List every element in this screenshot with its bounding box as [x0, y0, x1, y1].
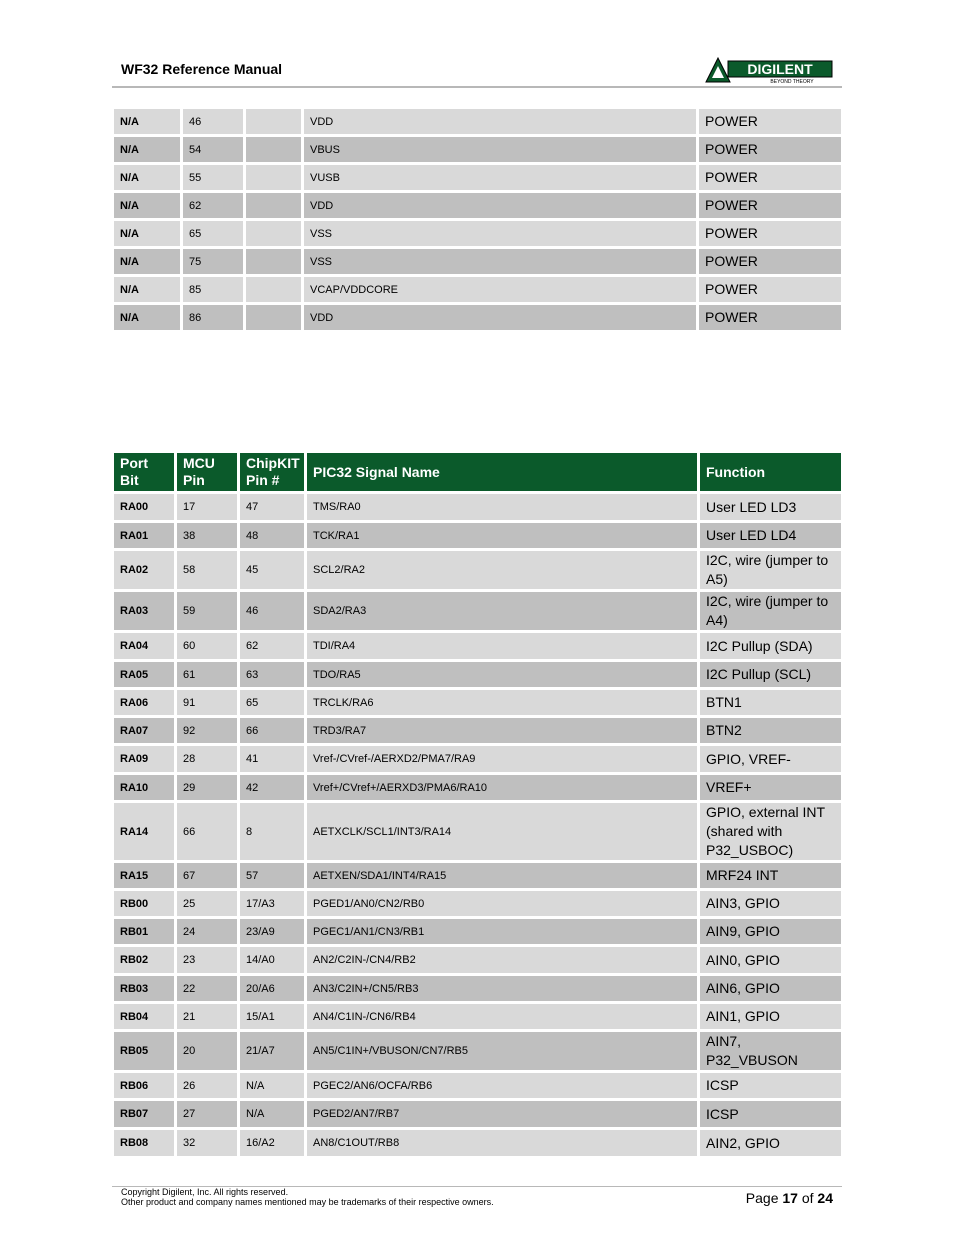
table-row — [114, 947, 841, 976]
mcu-pin-cell: 61 — [177, 662, 240, 690]
table-row — [114, 592, 841, 633]
port-bit-cell: RA02 — [114, 551, 177, 592]
function-cell: POWER — [699, 137, 841, 165]
page-number — [746, 1190, 833, 1206]
function-cell: AIN3, GPIO — [700, 891, 841, 919]
chipkit-pin-cell — [246, 249, 304, 277]
chipkit-pin-cell: 8 — [240, 803, 307, 863]
port-bit-cell: N/A — [114, 249, 183, 277]
signal-name-cell: TCK/RA1 — [307, 523, 700, 551]
table-row — [114, 193, 841, 221]
chipkit-pin-cell — [246, 305, 304, 333]
signal-name-cell: AN3/C2IN+/CN5/RB3 — [307, 976, 700, 1004]
chipkit-pin-cell — [246, 137, 304, 165]
table-row — [114, 891, 841, 919]
mcu-pin-cell: 65 — [183, 221, 246, 249]
chipkit-pin-cell: 65 — [240, 690, 307, 718]
copyright-text: Copyright Digilent, Inc. All rights reserved. — [121, 1187, 289, 1197]
page-current: 17 — [782, 1190, 798, 1206]
port-bit-cell: N/A — [114, 165, 183, 193]
table-row — [114, 109, 841, 137]
trademark-text: Other product and company names mentioned may be trademarks of their respective owners. — [121, 1197, 494, 1207]
digilent-logo — [704, 56, 834, 84]
table-row — [114, 494, 841, 523]
table-row — [114, 919, 841, 947]
port-bit-cell: RB04 — [114, 1004, 177, 1032]
table-row — [114, 305, 841, 333]
chipkit-pin-cell: 46 — [240, 592, 307, 633]
table-row — [114, 976, 841, 1004]
signal-name-cell: TDO/RA5 — [307, 662, 700, 690]
chipkit-pin-cell: N/A — [240, 1101, 307, 1130]
function-cell: ICSP — [700, 1073, 841, 1101]
chipkit-pin-cell: 23/A9 — [240, 919, 307, 947]
port-bit-cell: RA04 — [114, 633, 177, 662]
port-bit-cell: RB00 — [114, 891, 177, 919]
table-row — [114, 1073, 841, 1101]
mcu-pin-cell: 55 — [183, 165, 246, 193]
signal-name-cell: TRD3/RA7 — [307, 718, 700, 746]
chipkit-pin-cell: 47 — [240, 494, 307, 523]
chipkit-pin-cell — [246, 277, 304, 305]
chipkit-pin-cell — [246, 193, 304, 221]
mcu-pin-cell: 67 — [177, 863, 240, 891]
port-bit-cell: N/A — [114, 305, 183, 333]
signal-name-cell: SDA2/RA3 — [307, 592, 700, 633]
chipkit-pin-cell: 63 — [240, 662, 307, 690]
function-cell: ICSP — [700, 1101, 841, 1130]
col-header-signal-name: PIC32 Signal Name — [307, 453, 700, 494]
mcu-pin-cell: 59 — [177, 592, 240, 633]
function-cell: VREF+ — [700, 775, 841, 803]
signal-name-cell: PGED2/AN7/RB7 — [307, 1101, 700, 1130]
port-bit-cell: RA10 — [114, 775, 177, 803]
signal-name-cell: TRCLK/RA6 — [307, 690, 700, 718]
port-bit-cell: RA01 — [114, 523, 177, 551]
mcu-pin-cell: 23 — [177, 947, 240, 976]
table-row — [114, 277, 841, 305]
function-cell: I2C Pullup (SDA) — [700, 633, 841, 662]
table-row — [114, 775, 841, 803]
col-header-function: Function — [700, 453, 841, 494]
footer-legal — [121, 1187, 494, 1207]
signal-name-cell: AETXEN/SDA1/INT4/RA15 — [307, 863, 700, 891]
table-row — [114, 803, 841, 863]
signal-name-cell: VDD — [304, 305, 699, 333]
signal-name-cell: Vref+/CVref+/AERXD3/PMA6/RA10 — [307, 775, 700, 803]
signal-name-cell: AN4/C1IN-/CN6/RB4 — [307, 1004, 700, 1032]
chipkit-pin-cell: 20/A6 — [240, 976, 307, 1004]
port-bit-cell: RA00 — [114, 494, 177, 523]
function-cell: User LED LD3 — [700, 494, 841, 523]
port-bit-cell: N/A — [114, 277, 183, 305]
function-cell: POWER — [699, 165, 841, 193]
function-cell: GPIO, VREF- — [700, 746, 841, 775]
signal-name-cell: PGEC2/AN6/OCFA/RB6 — [307, 1073, 700, 1101]
mcu-pin-cell: 58 — [177, 551, 240, 592]
mcu-pin-cell: 75 — [183, 249, 246, 277]
signal-name-cell: Vref-/CVref-/AERXD2/PMA7/RA9 — [307, 746, 700, 775]
function-cell: BTN1 — [700, 690, 841, 718]
chipkit-pin-cell: 66 — [240, 718, 307, 746]
table-row — [114, 1130, 841, 1159]
signal-name-cell: SCL2/RA2 — [307, 551, 700, 592]
table-row — [114, 1101, 841, 1130]
logo-wordmark: DIGILENT — [747, 61, 813, 77]
signal-name-cell: PGEC1/AN1/CN3/RB1 — [307, 919, 700, 947]
mcu-pin-cell: 46 — [183, 109, 246, 137]
mcu-pin-cell: 54 — [183, 137, 246, 165]
chipkit-pin-cell: 15/A1 — [240, 1004, 307, 1032]
mcu-pin-cell: 66 — [177, 803, 240, 863]
signal-name-cell: AN8/C1OUT/RB8 — [307, 1130, 700, 1159]
chipkit-pin-cell: 16/A2 — [240, 1130, 307, 1159]
mcu-pin-cell: 17 — [177, 494, 240, 523]
mcu-pin-cell: 24 — [177, 919, 240, 947]
chipkit-pin-cell: N/A — [240, 1073, 307, 1101]
function-cell: User LED LD4 — [700, 523, 841, 551]
header-divider — [112, 86, 842, 88]
table-row — [114, 221, 841, 249]
table-row — [114, 551, 841, 592]
chipkit-pin-cell: 45 — [240, 551, 307, 592]
chipkit-pin-cell: 14/A0 — [240, 947, 307, 976]
table-row — [114, 746, 841, 775]
function-cell: AIN2, GPIO — [700, 1130, 841, 1159]
port-bit-cell: N/A — [114, 109, 183, 137]
port-bit-cell: RB03 — [114, 976, 177, 1004]
port-pin-table — [114, 453, 841, 1159]
mcu-pin-cell: 27 — [177, 1101, 240, 1130]
signal-name-cell: VSS — [304, 249, 699, 277]
chipkit-pin-cell — [246, 109, 304, 137]
port-bit-cell: RA14 — [114, 803, 177, 863]
signal-name-cell: VDD — [304, 193, 699, 221]
signal-name-cell: AN2/C2IN-/CN4/RB2 — [307, 947, 700, 976]
mcu-pin-cell: 20 — [177, 1032, 240, 1073]
port-bit-cell: RB02 — [114, 947, 177, 976]
chipkit-pin-cell — [246, 165, 304, 193]
power-pin-table — [114, 109, 841, 333]
function-cell: AIN1, GPIO — [700, 1004, 841, 1032]
mcu-pin-cell: 21 — [177, 1004, 240, 1032]
signal-name-cell: VSS — [304, 221, 699, 249]
chipkit-pin-cell — [246, 221, 304, 249]
chipkit-pin-cell: 21/A7 — [240, 1032, 307, 1073]
port-bit-cell: RA09 — [114, 746, 177, 775]
col-header-port-bit: Port Bit — [114, 453, 177, 494]
page-of: of — [801, 1190, 814, 1206]
mcu-pin-cell: 26 — [177, 1073, 240, 1101]
function-cell: POWER — [699, 305, 841, 333]
function-cell: BTN2 — [700, 718, 841, 746]
table-row — [114, 662, 841, 690]
mcu-pin-cell: 28 — [177, 746, 240, 775]
port-bit-cell: RA03 — [114, 592, 177, 633]
function-cell: I2C, wire (jumper to A4) — [700, 592, 841, 633]
port-bit-cell: N/A — [114, 137, 183, 165]
chipkit-pin-cell: 48 — [240, 523, 307, 551]
chipkit-pin-cell: 62 — [240, 633, 307, 662]
port-bit-cell: RA06 — [114, 690, 177, 718]
mcu-pin-cell: 29 — [177, 775, 240, 803]
mcu-pin-cell: 92 — [177, 718, 240, 746]
function-cell: POWER — [699, 249, 841, 277]
function-cell: AIN6, GPIO — [700, 976, 841, 1004]
port-bit-cell: N/A — [114, 193, 183, 221]
table-row — [114, 165, 841, 193]
logo-tagline: BEYOND THEORY — [770, 79, 814, 84]
table-row — [114, 523, 841, 551]
signal-name-cell: PGED1/AN0/CN2/RB0 — [307, 891, 700, 919]
function-cell: I2C Pullup (SCL) — [700, 662, 841, 690]
page-total: 24 — [817, 1190, 833, 1206]
document-title: WF32 Reference Manual — [121, 61, 283, 77]
signal-name-cell: TDI/RA4 — [307, 633, 700, 662]
table-row — [114, 249, 841, 277]
port-bit-cell: RA15 — [114, 863, 177, 891]
mcu-pin-cell: 38 — [177, 523, 240, 551]
port-bit-cell: RB01 — [114, 919, 177, 947]
mcu-pin-cell: 60 — [177, 633, 240, 662]
table-row — [114, 633, 841, 662]
function-cell: MRF24 INT — [700, 863, 841, 891]
chipkit-pin-cell: 57 — [240, 863, 307, 891]
signal-name-cell: VCAP/VDDCORE — [304, 277, 699, 305]
mcu-pin-cell: 91 — [177, 690, 240, 718]
signal-name-cell: VDD — [304, 109, 699, 137]
port-bit-cell: RA05 — [114, 662, 177, 690]
signal-name-cell: TMS/RA0 — [307, 494, 700, 523]
mcu-pin-cell: 25 — [177, 891, 240, 919]
table-row — [114, 1004, 841, 1032]
table-row — [114, 863, 841, 891]
col-header-mcu-pin: MCU Pin — [177, 453, 240, 494]
function-cell: AIN0, GPIO — [700, 947, 841, 976]
function-cell: AIN9, GPIO — [700, 919, 841, 947]
function-cell: I2C, wire (jumper to A5) — [700, 551, 841, 592]
mcu-pin-cell: 86 — [183, 305, 246, 333]
page-prefix: Page — [745, 1190, 779, 1206]
function-cell: POWER — [699, 109, 841, 137]
signal-name-cell: AETXCLK/SCL1/INT3/RA14 — [307, 803, 700, 863]
mcu-pin-cell: 62 — [183, 193, 246, 221]
chipkit-pin-cell: 42 — [240, 775, 307, 803]
table-header-row — [114, 453, 841, 494]
port-bit-cell: RB05 — [114, 1032, 177, 1073]
col-header-chipkit-pin: ChipKIT Pin # — [240, 453, 307, 494]
chipkit-pin-cell: 17/A3 — [240, 891, 307, 919]
port-bit-cell: RB07 — [114, 1101, 177, 1130]
mcu-pin-cell: 85 — [183, 277, 246, 305]
table-row — [114, 1032, 841, 1073]
mcu-pin-cell: 32 — [177, 1130, 240, 1159]
function-cell: POWER — [699, 193, 841, 221]
port-bit-cell: RB06 — [114, 1073, 177, 1101]
function-cell: GPIO, external INT (shared with P32_USBOC) — [700, 803, 841, 863]
signal-name-cell: VUSB — [304, 165, 699, 193]
function-cell: AIN7, P32_VBUSON — [700, 1032, 841, 1073]
port-bit-cell: RB08 — [114, 1130, 177, 1159]
table-row — [114, 718, 841, 746]
signal-name-cell: VBUS — [304, 137, 699, 165]
table-row — [114, 690, 841, 718]
table-row — [114, 137, 841, 165]
function-cell: POWER — [699, 221, 841, 249]
chipkit-pin-cell: 41 — [240, 746, 307, 775]
port-bit-cell: N/A — [114, 221, 183, 249]
mcu-pin-cell: 22 — [177, 976, 240, 1004]
port-bit-cell: RA07 — [114, 718, 177, 746]
signal-name-cell: AN5/C1IN+/VBUSON/CN7/RB5 — [307, 1032, 700, 1073]
function-cell: POWER — [699, 277, 841, 305]
